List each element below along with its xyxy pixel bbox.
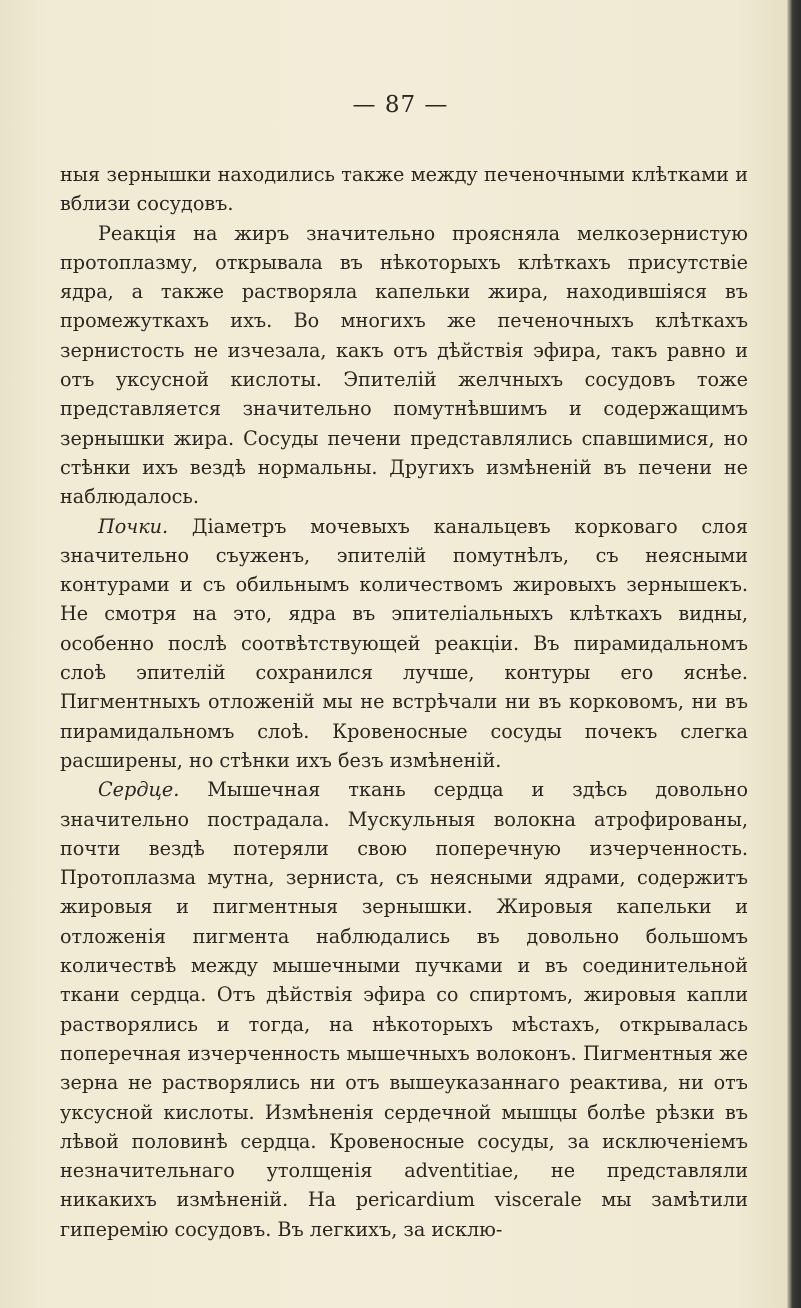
paragraph-text: Реакція на жиръ значительно проясняла мелкозернистую протоплазму, открывала въ нѣкоторыхъ клѣткахъ присутствіе ядра, а также растворяла капельки жира, находившіяся въ промежуткахъ ихъ. Во многихъ же печеночныхъ клѣткахъ зернистость не изчезала, какъ отъ дѣйствія эфира, такъ равно и отъ уксусной кислоты. Эпителій желчныхъ сосудовъ тоже представляется значительно помутнѣвшимъ и содержащимъ зернышки жира. Сосуды печени представлялись спавшимися, но стѣнки ихъ вездѣ нормальны. Другихъ измѣненій въ печени не наблюдалось. (60, 221, 748, 509)
paragraph-text: ныя зернышки находились также между печеночными клѣтками и вблизи сосудовъ. (60, 163, 748, 216)
body-text (60, 160, 748, 1244)
paragraph-kidneys (60, 512, 748, 776)
paragraph-text: Мышечная ткань сердца и здѣсь довольно значительно пострадала. Мускульныя волокна атрофированы, почти вездѣ потеряли свою поперечную изчерченность. Протоплазма мутна, зерниста, съ неясными ядрами, содержитъ жировыя и пигментныя зернышки. Жировыя капельки и отложенія пигмента наблюдались въ довольно большомъ количествѣ между мышечными пучками и въ соединительной ткани сердца. Отъ дѣйствія эфира со спиртомъ, жировыя капли растворялись и тогда, на нѣкоторыхъ мѣстахъ, открывалась поперечная изчерченность мышечныхъ волоконъ. Пигментныя же зерна не растворялись ни отъ вышеуказаннаго реактива, ни отъ уксусной кислоты. Измѣненія сердечной мышцы болѣе рѣзки въ лѣвой половинѣ сердца. Кровеносные сосуды, за исключеніемъ незначительнаго утолщенія adventitiae, не представляли никакихъ измѣненій. На pericardium viscerale мы замѣтили гиперемію сосудовъ. Въ легкихъ, за исклю- (60, 778, 748, 1241)
section-lead-kidneys: Почки. (98, 514, 169, 538)
paragraph-1 (60, 160, 748, 219)
page-number: — 87 — (352, 92, 449, 118)
section-lead-heart: Сердце. (98, 778, 180, 802)
page-edge-shadow (787, 0, 801, 1308)
paragraph-2 (60, 219, 748, 512)
paragraph-heart (60, 775, 748, 1244)
paragraph-text: Діаметръ мочевыхъ канальцевъ корковаго слоя значительно съуженъ, эпителій помутнѣлъ, съ неясными контурами и съ обильнымъ количествомъ жировыхъ зернышекъ. Не смотря на это, ядра въ эпителіальныхъ клѣткахъ видны, особенно послѣ соотвѣтствующей реакціи. Въ пирамидальномъ слоѣ эпителій сохранился лучше, контуры его яснѣе. Пигментныхъ отложеній мы не встрѣчали ни въ корковомъ, ни въ пирамидальномъ слоѣ. Кровеносные сосуды почекъ слегка расширены, но стѣнки ихъ безъ измѣненій. (60, 514, 748, 772)
